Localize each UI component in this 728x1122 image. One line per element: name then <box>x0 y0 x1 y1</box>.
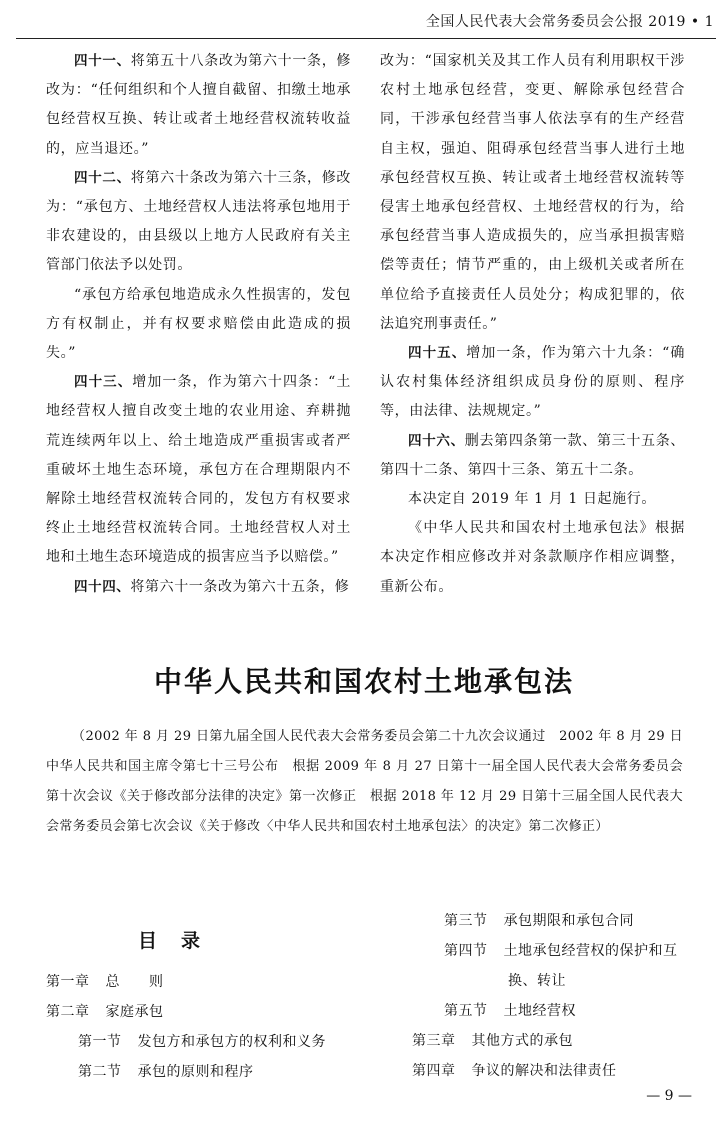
paragraph <box>380 514 685 602</box>
toc-item-number: 第三节 <box>444 913 488 929</box>
toc-item-label: 土地承包经营权的保护和互 <box>503 943 678 959</box>
paragraph <box>380 47 685 339</box>
paragraph-text: 改为：“国家机关及其工作人员有利用职权干涉农村土地承包经营，变更、解除承包经营合同，干涉承包经营当事人依法享有的生产经营自主权，强迫、阻碍承包经营当事人进行土地承包经营权互换、转让或者土地经营权流转等侵害土地承包经营权、土地经营权的行为，给承包经营当事人造成损失的，应当承担损害赔偿等责任；情节严重的，由上级机关或者所在单位给予直接责任人员处分；构成犯罪的，依法追究刑事责任。” <box>380 53 685 332</box>
toc-item-label: 承包期限和承包合同 <box>503 913 634 929</box>
paragraph <box>46 368 351 572</box>
paragraph-text: “承包方给承包地造成永久性损害的，发包方有权制止，并有权要求赔偿由此造成的损失。” <box>46 286 351 362</box>
paragraph-lead: 四十二、 <box>74 169 131 186</box>
toc-item[interactable] <box>412 996 678 1026</box>
toc-item[interactable] <box>412 936 678 966</box>
journal-header-title: 全国人民代表大会常务委员会公报 2019 • 1 <box>425 14 714 30</box>
paragraph-text: 将第六十条改为第六十三条，修改为：“承包方、土地经营权人违法将承包地用于非农建设的，由县级以上地方人民政府有关主管部门依法予以处罚。 <box>46 169 352 274</box>
toc-item-label: 换、转让 <box>508 973 566 989</box>
toc-item-number: 第二章 <box>46 1004 90 1020</box>
page-header <box>16 0 716 39</box>
left-text-column <box>46 47 351 602</box>
toc-item[interactable] <box>412 906 678 936</box>
paragraph-text: 将第五十八条改为第六十一条，修改为：“任何组织和个人擅自截留、扣缴土地承包经营权互换、转让或者土地经营权流转收益的，应当退还。” <box>46 53 352 157</box>
toc-item-label: 争议的解决和法律责任 <box>471 1063 617 1079</box>
paragraph-text: 增加一条，作为第六十四条：“土地经营权人擅自改变土地的农业用途、弃耕抛荒连续两年以上、给土地造成严重损害或者严重破坏土地生态环境，承包方在合理期限内不解除土地经营权流转合同的，发包方有权要求终止土地经营权流转合同。土地经营权人对土地和土地生态环境造成的损害应当予以赔偿。” <box>46 374 351 566</box>
toc-item[interactable] <box>46 967 326 997</box>
toc-title: 目录 <box>138 930 225 952</box>
paragraph-lead: 四十一、 <box>74 53 131 69</box>
paragraph-text: 《中华人民共和国农村土地承包法》根据本决定作相应修改并对条款顺序作相应调整，重新公布。 <box>380 520 685 595</box>
toc-right-column <box>412 906 678 1086</box>
right-text-column <box>380 47 685 602</box>
paragraph-text: 删去第四条第一款、第三十五条、第四十二条、第四十三条、第五十二条。 <box>380 432 686 478</box>
paragraph-lead: 四十六、 <box>408 432 465 449</box>
toc-item-label: 家庭承包 <box>105 1004 164 1020</box>
toc-item-number: 第一节 <box>78 1034 122 1050</box>
toc-left-column <box>46 967 326 1087</box>
toc-item-label: 承包的原则和程序 <box>137 1064 254 1080</box>
paragraph-lead: 四十四、 <box>74 578 131 595</box>
paragraph <box>380 339 685 427</box>
toc-item-number: 第一章 <box>46 974 90 990</box>
paragraph <box>46 47 351 164</box>
paragraph <box>46 573 351 602</box>
toc-item[interactable] <box>46 1057 326 1087</box>
toc-item-label: 其他方式的承包 <box>471 1033 573 1049</box>
toc-item[interactable] <box>412 1056 678 1086</box>
paragraph <box>380 485 685 514</box>
toc-item-number: 第四章 <box>412 1063 456 1079</box>
toc-item[interactable] <box>46 1027 326 1057</box>
toc-item-number: 第四节 <box>444 943 488 959</box>
toc-item-label: 总 则 <box>105 974 164 990</box>
toc-item-number: 第三章 <box>412 1033 456 1049</box>
page-number: — 9 — <box>646 1088 692 1104</box>
toc-item-continuation[interactable] <box>412 966 678 996</box>
toc-item[interactable] <box>412 1026 678 1056</box>
toc-item-number: 第五节 <box>444 1003 488 1019</box>
law-title: 中华人民共和国农村土地承包法 <box>153 665 574 698</box>
paragraph-text: 将第六十一条改为第六十五条，修 <box>130 578 350 595</box>
paragraph <box>46 281 351 369</box>
paragraph-lead: 四十三、 <box>74 374 133 391</box>
toc-item-label: 土地经营权 <box>503 1003 576 1019</box>
adoption-note: （2002 年 8 月 29 日第九届全国人民代表大会常务委员会第二十九次会议通过 2002 年 8 月 29 日中华人民共和国主席令第七十三号公布 根据 2009 年 8 月 27 日第十一届全国人民代表大会常务委员会第十次会议《关于修改部分法律的决定》第一次修正 根据 2018 年 12 月 29 日第十三届全国人民代表大会常务委员会第七次会议《关于修改〈中华人民共和国农村土地承包法〉的决定》第二次修正） <box>46 729 683 834</box>
paragraph-text: 本决定自 2019 年 1 月 1 日起施行。 <box>408 491 656 508</box>
toc-item-number: 第二节 <box>78 1064 122 1080</box>
toc-item-label: 发包方和承包方的权利和义务 <box>137 1034 326 1050</box>
paragraph-lead: 四十五、 <box>408 345 467 362</box>
paragraph <box>46 164 351 281</box>
paragraph-text: 增加一条，作为第六十九条：“确认农村集体经济组织成员身份的原则、程序等，由法律、法规规定。” <box>380 345 685 420</box>
paragraph <box>380 427 685 485</box>
toc-item[interactable] <box>46 997 326 1027</box>
